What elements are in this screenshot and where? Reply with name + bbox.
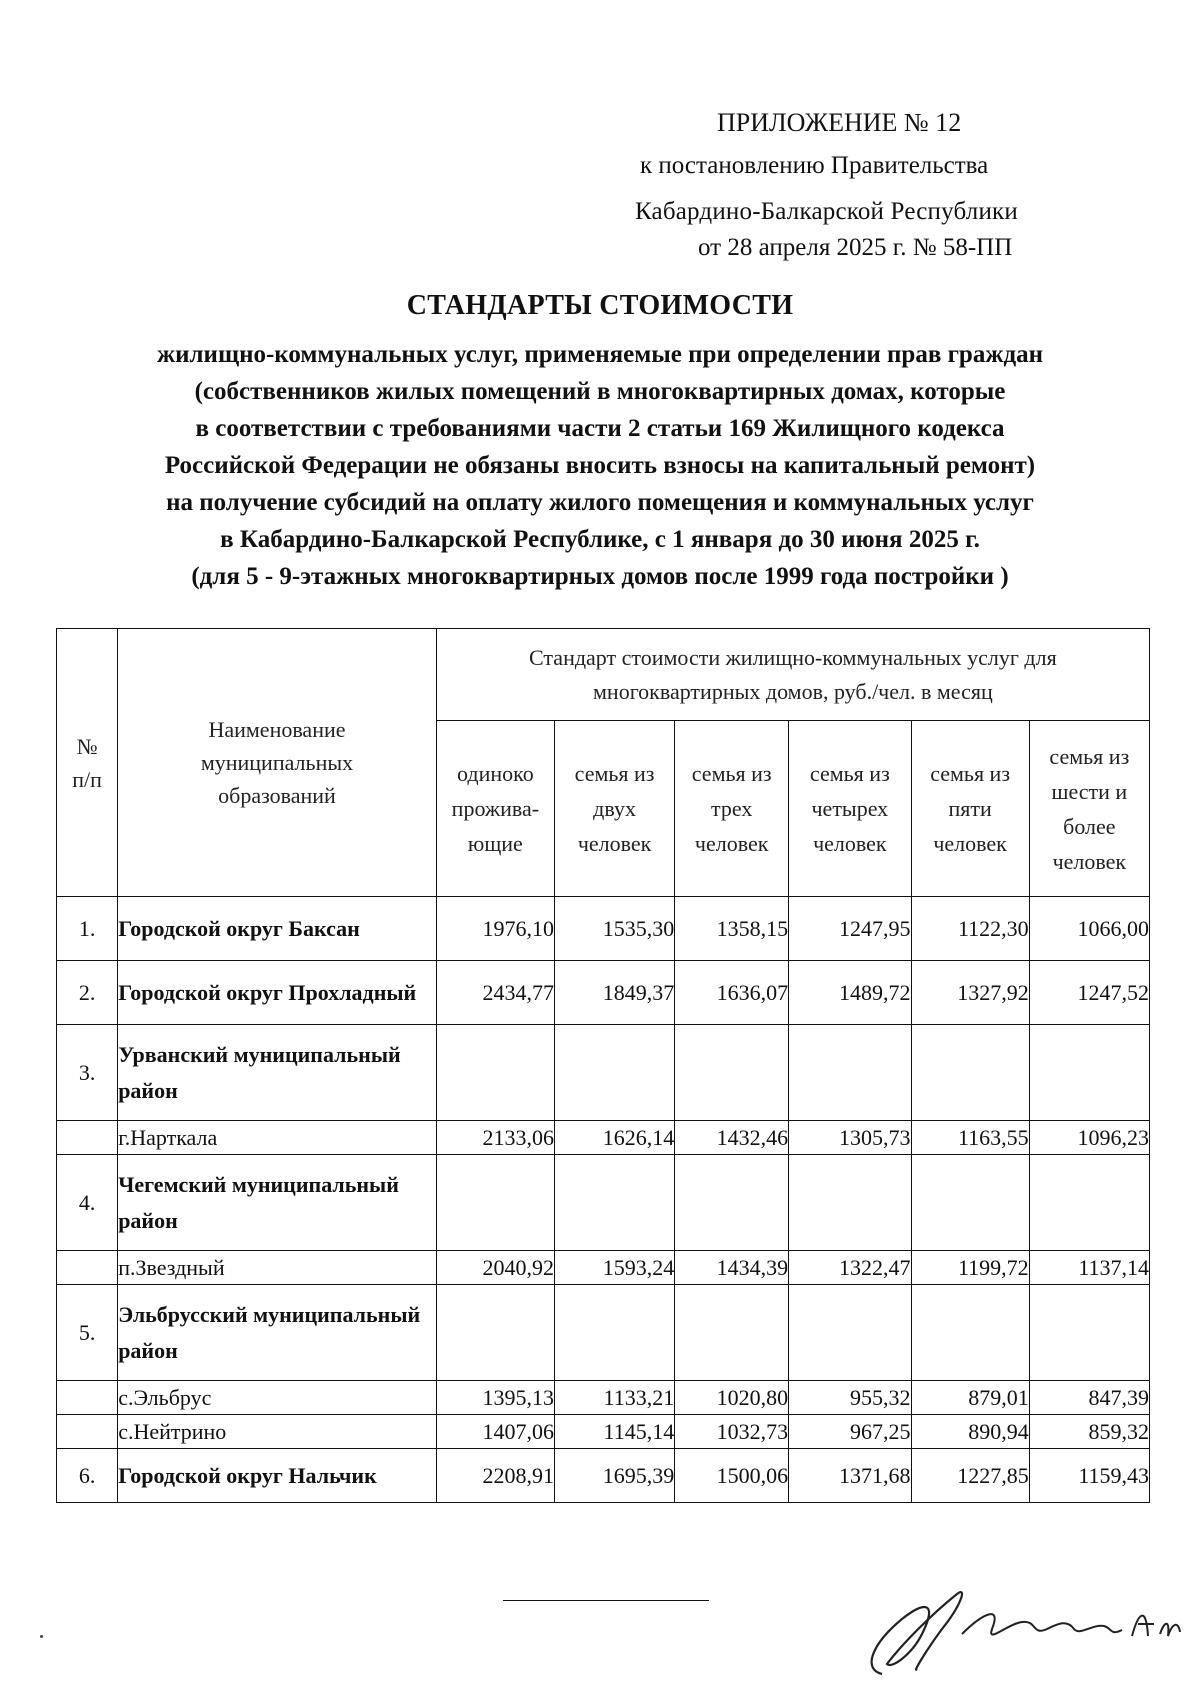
cost-value [436, 1155, 554, 1251]
header-col-two: семья из двух человек [554, 721, 674, 897]
cost-value: 2133,06 [436, 1121, 554, 1155]
cost-value: 2040,92 [436, 1251, 554, 1285]
table-row [57, 1415, 1150, 1449]
cost-value: 1489,72 [789, 961, 911, 1025]
closing-rule [503, 1600, 709, 1601]
row-number: 3. [57, 1025, 118, 1121]
subtitle-line: Российской Федерации не обязаны вносить взносы на капитальный ремонт) [164, 452, 1036, 479]
cost-value: 890,94 [911, 1415, 1029, 1449]
subtitle-line: (собственников жилых помещений в многоквартирных домах, которые [194, 378, 1006, 405]
municipality-name: г.Нарткала [118, 1121, 437, 1155]
header-col-single: одиноко прожива-ющие [436, 721, 554, 897]
row-number: 1. [57, 897, 118, 961]
cost-value: 955,32 [789, 1381, 911, 1415]
cost-value: 1636,07 [675, 961, 789, 1025]
header-col-four: семья из четырех человек [789, 721, 911, 897]
cost-value: 1032,73 [675, 1415, 789, 1449]
cost-value: 1535,30 [554, 897, 674, 961]
table-row [57, 1025, 1150, 1121]
cost-value: 1305,73 [789, 1121, 911, 1155]
cost-value: 1371,68 [789, 1449, 911, 1503]
row-number: 2. [57, 961, 118, 1025]
annex-title: ПРИЛОЖЕНИЕ № 12 [717, 108, 962, 137]
row-number: 4. [57, 1155, 118, 1251]
table-row [57, 897, 1150, 961]
document-subtitle [40, 336, 1160, 595]
row-number [57, 1121, 118, 1155]
cost-value: 1122,30 [911, 897, 1029, 961]
annex-republic-line: Кабардино-Балкарской Республики [635, 198, 1018, 225]
table-row [57, 1381, 1150, 1415]
cost-value: 2208,91 [436, 1449, 554, 1503]
table-row [57, 1121, 1150, 1155]
cost-value [436, 1025, 554, 1121]
header-cost-standard: Стандарт стоимости жилищно-коммунальных услуг для многоквартирных домов, руб./чел. в месяц [436, 629, 1149, 721]
signature [842, 1574, 1182, 1684]
cost-value: 1199,72 [911, 1251, 1029, 1285]
annex-resolution-line: к постановлению Правительства [640, 152, 989, 179]
cost-value: 1976,10 [436, 897, 554, 961]
table-row [57, 1449, 1150, 1503]
cost-value: 1327,92 [911, 961, 1029, 1025]
municipality-name: Чегемский муниципальный район [118, 1155, 437, 1251]
row-number [57, 1381, 118, 1415]
cost-value: 1247,52 [1029, 961, 1149, 1025]
municipality-name: Городской округ Нальчик [118, 1449, 437, 1503]
cost-value: 1145,14 [554, 1415, 674, 1449]
row-number [57, 1415, 118, 1449]
header-number: № п/п [57, 629, 118, 897]
municipality-name: Эльбрусский муниципальный район [118, 1285, 437, 1381]
table-row [57, 1251, 1150, 1285]
cost-value: 847,39 [1029, 1381, 1149, 1415]
row-number [57, 1251, 118, 1285]
scan-dot [40, 1635, 43, 1638]
cost-value: 1593,24 [554, 1251, 674, 1285]
subtitle-line: жилищно-коммунальных услуг, применяемые при определении прав граждан [157, 341, 1043, 368]
subtitle-line: в Кабардино-Балкарской Республике, с 1 января до 30 июня 2025 г. [220, 526, 980, 553]
cost-value: 1322,47 [789, 1251, 911, 1285]
municipality-name: Городской округ Баксан [118, 897, 437, 961]
cost-value [1029, 1025, 1149, 1121]
cost-value: 1849,37 [554, 961, 674, 1025]
cost-value: 967,25 [789, 1415, 911, 1449]
cost-standards-table [56, 628, 1150, 1503]
cost-value [675, 1025, 789, 1121]
municipality-name: с.Эльбрус [118, 1381, 437, 1415]
cost-value: 1695,39 [554, 1449, 674, 1503]
cost-value: 1066,00 [1029, 897, 1149, 961]
table-row [57, 1285, 1150, 1381]
document-title: СТАНДАРТЫ СТОИМОСТИ [406, 290, 794, 321]
cost-value [911, 1025, 1029, 1121]
annex-date-line: от 28 апреля 2025 г. № 58-ПП [698, 234, 1013, 261]
cost-value: 1626,14 [554, 1121, 674, 1155]
table-row [57, 961, 1150, 1025]
header-col-five: семья из пяти человек [911, 721, 1029, 897]
cost-value: 1432,46 [675, 1121, 789, 1155]
cost-value: 1247,95 [789, 897, 911, 961]
header-municipality-name: Наименование муниципальных образований [118, 629, 437, 897]
cost-value [789, 1025, 911, 1121]
cost-value: 2434,77 [436, 961, 554, 1025]
cost-value [1029, 1155, 1149, 1251]
municipality-name: Городской округ Прохладный [118, 961, 437, 1025]
table-row [57, 1155, 1150, 1251]
cost-value: 1020,80 [675, 1381, 789, 1415]
cost-value: 1227,85 [911, 1449, 1029, 1503]
row-number: 5. [57, 1285, 118, 1381]
cost-value [789, 1285, 911, 1381]
cost-value: 1096,23 [1029, 1121, 1149, 1155]
subtitle-line: на получение субсидий на оплату жилого помещения и коммунальных услуг [166, 489, 1034, 516]
cost-value [675, 1285, 789, 1381]
cost-value [436, 1285, 554, 1381]
cost-value: 1358,15 [675, 897, 789, 961]
municipality-name: с.Нейтрино [118, 1415, 437, 1449]
cost-value: 1407,06 [436, 1415, 554, 1449]
cost-value: 1159,43 [1029, 1449, 1149, 1503]
cost-value [554, 1285, 674, 1381]
cost-value: 1133,21 [554, 1381, 674, 1415]
subtitle-line: в соответствии с требованиями части 2 статьи 169 Жилищного кодекса [195, 415, 1005, 442]
cost-value: 879,01 [911, 1381, 1029, 1415]
cost-value: 859,32 [1029, 1415, 1149, 1449]
municipality-name: п.Звездный [118, 1251, 437, 1285]
cost-value [554, 1155, 674, 1251]
municipality-name: Урванский муниципальный район [118, 1025, 437, 1121]
header-col-six-plus: семья из шести и более человек [1029, 721, 1149, 897]
cost-value [675, 1155, 789, 1251]
cost-value [911, 1155, 1029, 1251]
cost-value [911, 1285, 1029, 1381]
cost-value [1029, 1285, 1149, 1381]
cost-value: 1395,13 [436, 1381, 554, 1415]
cost-value [789, 1155, 911, 1251]
cost-value [554, 1025, 674, 1121]
cost-value: 1163,55 [911, 1121, 1029, 1155]
cost-value: 1137,14 [1029, 1251, 1149, 1285]
cost-value: 1500,06 [675, 1449, 789, 1503]
row-number: 6. [57, 1449, 118, 1503]
cost-value: 1434,39 [675, 1251, 789, 1285]
header-col-three: семья из трех человек [675, 721, 789, 897]
subtitle-line: (для 5 - 9-этажных многоквартирных домов после 1999 года постройки ) [191, 563, 1009, 590]
